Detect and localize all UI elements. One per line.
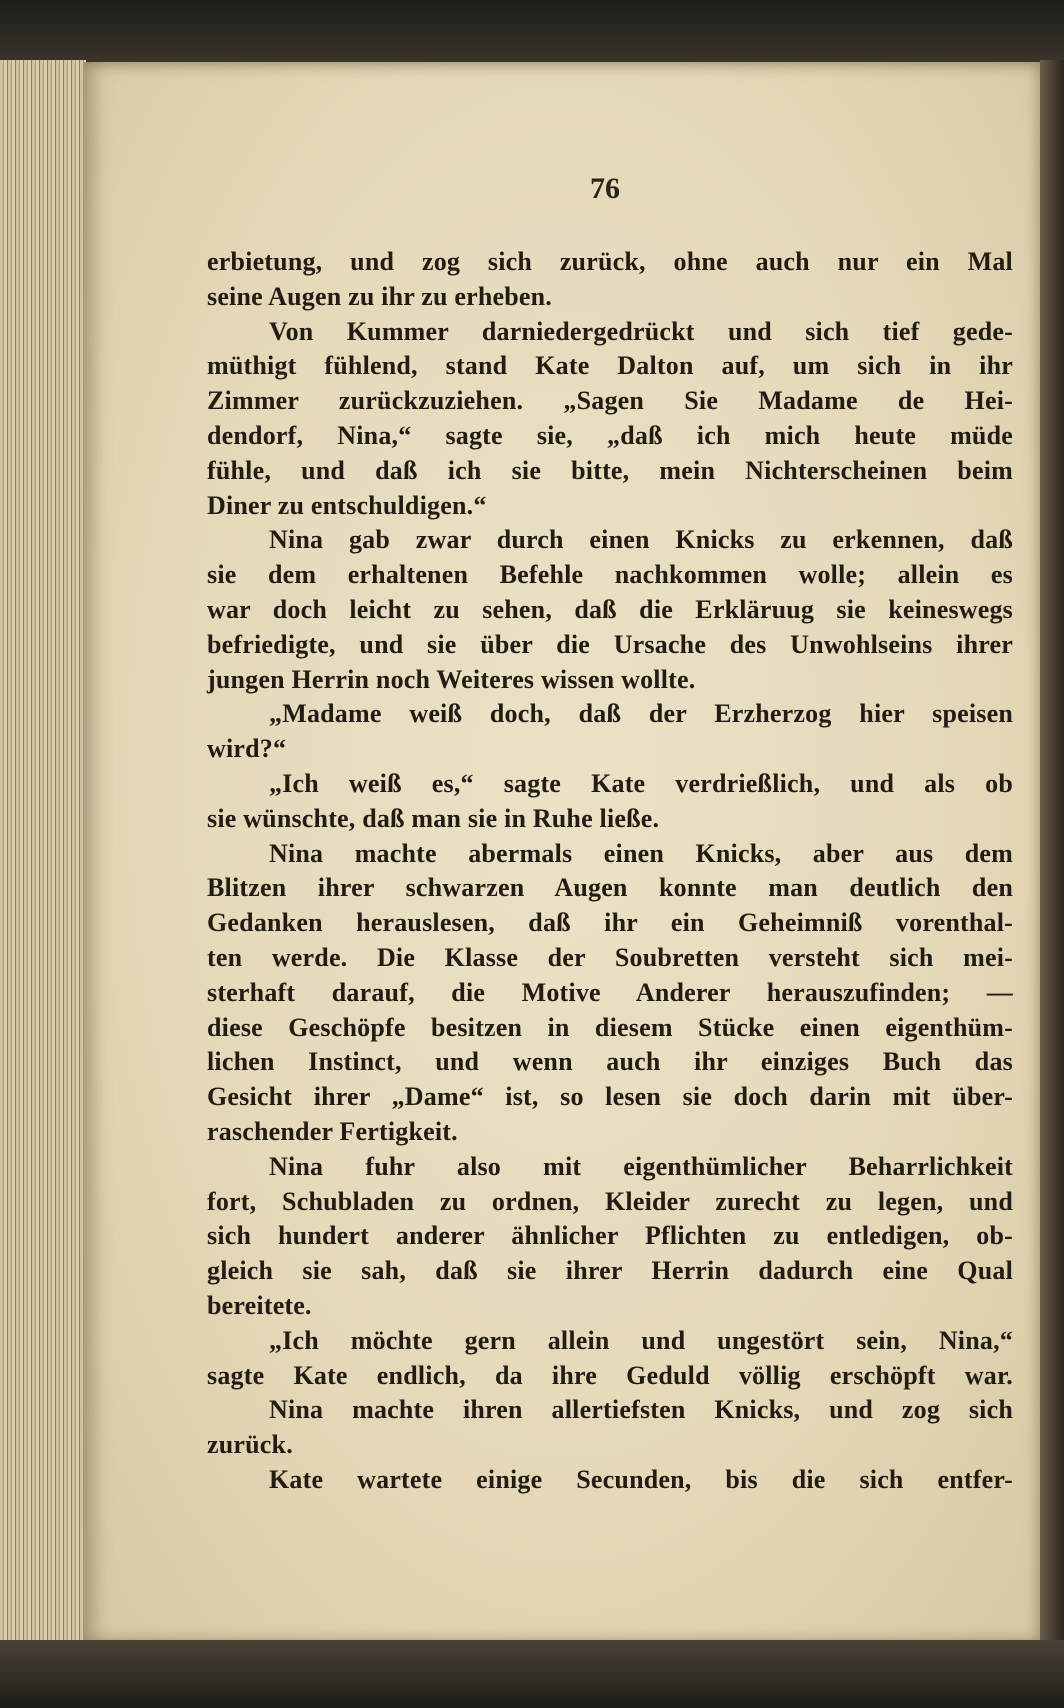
text-line: sie dem erhaltenen Befehle nachkommen wolle; allein es bbox=[207, 560, 1013, 590]
text-line: Von Kummer darniedergedrückt und sich tief gede- bbox=[269, 316, 1013, 346]
text-line: diese Geschöpfe besitzen in diesem Stücke einen eigenthüm- bbox=[207, 1012, 1013, 1042]
text-line: Nina fuhr also mit eigenthümlicher Beharrlichkeit bbox=[269, 1151, 1013, 1181]
text-line: müthigt fühlend, stand Kate Dalton auf, um sich in ihr bbox=[207, 351, 1013, 381]
text-line: bereitete. bbox=[207, 1290, 312, 1320]
body-text bbox=[207, 245, 1013, 1498]
text-line: „Madame weiß doch, daß der Erzherzog hier speisen bbox=[269, 699, 1013, 729]
text-line: seine Augen zu ihr zu erheben. bbox=[207, 281, 552, 311]
text-line: sich hundert anderer ähnlicher Pflichten zu entledigen, ob- bbox=[207, 1221, 1013, 1251]
text-line: fühle, und daß ich sie bitte, mein Nichterscheinen beim bbox=[207, 455, 1013, 485]
book-cover-bottom bbox=[0, 1640, 1064, 1708]
text-line: „Ich weiß es,“ sagte Kate verdrießlich, und als ob bbox=[269, 768, 1013, 798]
text-line: war doch leicht zu sehen, daß die Erkläruug sie keineswegs bbox=[207, 594, 1013, 624]
text-line: zurück. bbox=[207, 1430, 293, 1460]
text-line: Gesicht ihrer „Dame“ ist, so lesen sie doch darin mit über- bbox=[207, 1082, 1013, 1112]
text-line: jungen Herrin noch Weiteres wissen wollte. bbox=[207, 664, 696, 694]
page-edges bbox=[0, 60, 86, 1650]
text-line: Blitzen ihrer schwarzen Augen konnte man deutlich den bbox=[207, 873, 1013, 903]
text-line: Nina machte abermals einen Knicks, aber aus dem bbox=[269, 838, 1013, 868]
text-line: dendorf, Nina,“ sagte sie, „daß ich mich heute müde bbox=[207, 420, 1013, 450]
text-line: sagte Kate endlich, da ihre Geduld völlig erschöpft war. bbox=[207, 1360, 1013, 1390]
text-line: sie wünschte, daß man sie in Ruhe ließe. bbox=[207, 803, 660, 833]
book-cover-top bbox=[0, 0, 1064, 64]
text-line: sterhaft darauf, die Motive Anderer herauszufinden; — bbox=[207, 977, 1013, 1007]
text-line: Kate wartete einige Secunden, bis die sich entfer- bbox=[269, 1464, 1013, 1494]
page-number: 76 bbox=[590, 172, 620, 205]
text-line: gleich sie sah, daß sie ihrer Herrin dadurch eine Qual bbox=[207, 1256, 1013, 1286]
text-line: Nina gab zwar durch einen Knicks zu erkennen, daß bbox=[269, 525, 1013, 555]
text-line: lichen Instinct, und wenn auch ihr einziges Buch das bbox=[207, 1047, 1013, 1077]
text-line: Nina machte ihren allertiefsten Knicks, und zog sich bbox=[269, 1395, 1013, 1425]
text-line: erbietung, und zog sich zurück, ohne auch nur ein Mal bbox=[207, 247, 1013, 276]
text-line: wird?“ bbox=[207, 734, 287, 764]
text-line: fort, Schubladen zu ordnen, Kleider zurecht zu legen, und bbox=[207, 1186, 1013, 1216]
text-line: „Ich möchte gern allein und ungestört sein, Nina,“ bbox=[269, 1325, 1013, 1355]
text-line: befriedigte, und sie über die Ursache des Unwohlseins ihrer bbox=[207, 629, 1013, 659]
text-line: ten werde. Die Klasse der Soubretten versteht sich mei- bbox=[207, 942, 1013, 972]
text-line: Zimmer zurückzuziehen. „Sagen Sie Madame de Hei- bbox=[207, 386, 1013, 416]
book-cover-right bbox=[1040, 60, 1064, 1650]
text-line: Gedanken herauslesen, daß ihr ein Geheimniß vorenthal- bbox=[207, 908, 1013, 938]
text-line: raschender Fertigkeit. bbox=[207, 1116, 458, 1146]
text-line: Diner zu entschuldigen.“ bbox=[207, 490, 487, 520]
